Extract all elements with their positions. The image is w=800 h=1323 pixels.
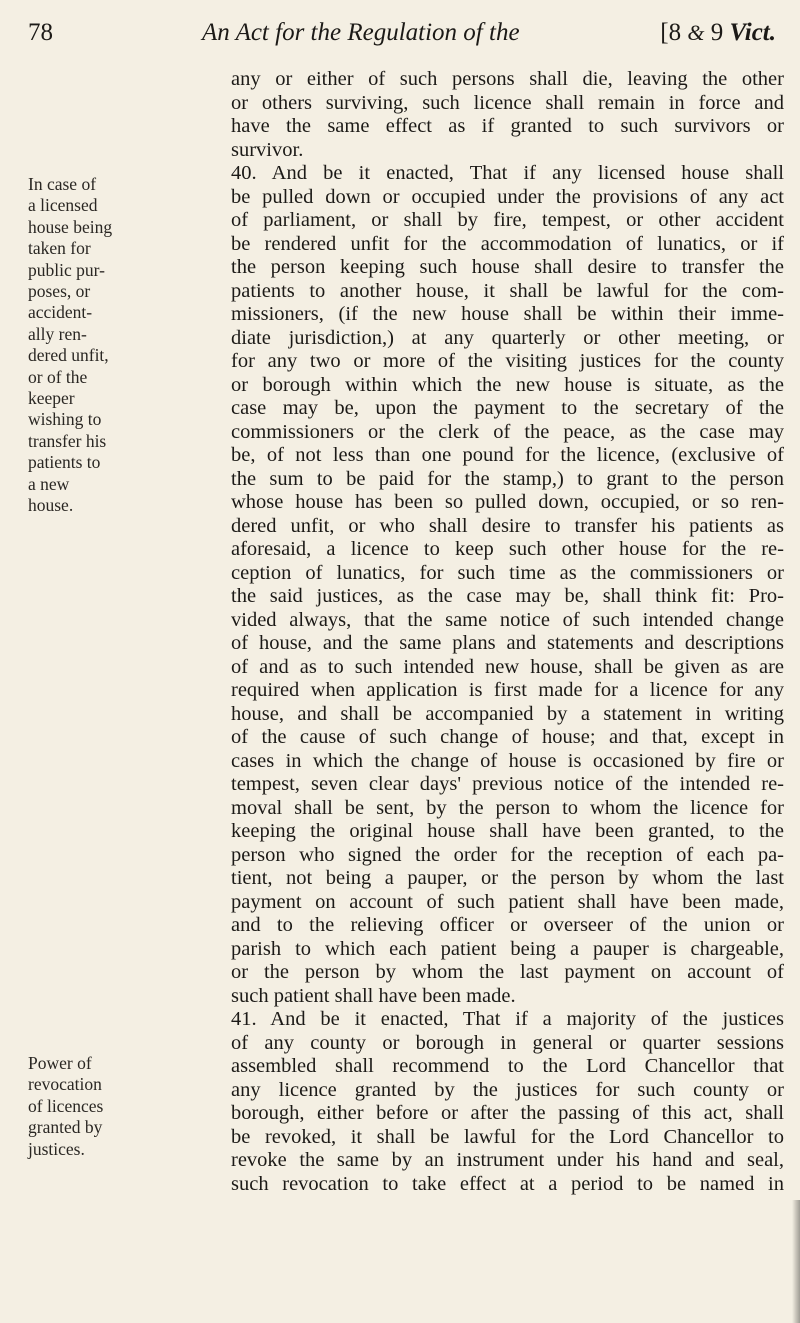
- body-line: of any county or borough in general or quarter sessions: [231, 1031, 784, 1054]
- running-title: An Act for the Regulation of the: [202, 19, 520, 46]
- body-line: ception of lunatics, for such time as the commissioners or: [231, 561, 784, 584]
- body-line: and to the relieving officer or overseer of the union or: [231, 914, 784, 936]
- body-line: for any two or more of the visiting justices for the county: [231, 350, 784, 372]
- page-number: 78: [28, 19, 53, 46]
- section-41-start: 41. And be it enacted, That if a majority of the justices: [231, 1008, 784, 1030]
- margin-note-section-40: [28, 174, 218, 517]
- margin-note-line: a licensed: [28, 195, 98, 216]
- main-text: [231, 68, 784, 1196]
- body-line: the said justices, as the case may be, shall think fit: Pro-: [231, 585, 784, 607]
- body-line: or others surviving, such licence shall remain in force and: [231, 91, 784, 114]
- body-line: dered unfit, or who shall desire to transfer his patients as: [231, 514, 784, 537]
- margin-note-line: a new: [28, 473, 70, 494]
- regnal-vict: Vict.: [729, 19, 776, 46]
- body-line: cases in which the change of house is occasioned by fire or: [231, 749, 784, 772]
- body-line: parish to which each patient being a pauper is chargeable,: [231, 937, 784, 960]
- body-line: be pulled down or occupied under the provisions of any act: [231, 185, 784, 208]
- body-line: whose house has been so pulled down, occupied, or so ren-: [231, 491, 784, 513]
- margin-note-line: justices.: [28, 1138, 85, 1159]
- margin-note-line: poses, or: [28, 281, 91, 302]
- regnal-ampersand: &: [687, 20, 705, 45]
- body-line: survivor.: [231, 138, 304, 161]
- margin-note-line: or of the: [28, 366, 88, 387]
- body-line: diate jurisdiction,) at any quarterly or other meeting, or: [231, 326, 784, 349]
- margin-note-line: granted by: [28, 1117, 103, 1138]
- body-line: missioners, (if the new house shall be within their imme-: [231, 303, 784, 325]
- margin-note-line: In case of: [28, 174, 97, 194]
- body-line: the person keeping such house shall desire to transfer the: [231, 256, 784, 278]
- body-line: aforesaid, a licence to keep such other house for the re-: [231, 538, 784, 560]
- body-line: be, of not less than one pound for the licence, (exclusive of: [231, 444, 784, 466]
- body-line: revoke the same by an instrument under his hand and seal,: [231, 1149, 784, 1171]
- margin-note-line: transfer his: [28, 430, 107, 451]
- section-40-start: 40. And be it enacted, That if any licensed house shall: [231, 162, 784, 184]
- margin-note-line: accident-: [28, 302, 93, 323]
- body-line: such patient shall have been made.: [231, 984, 516, 1007]
- body-line: any or either of such persons shall die, leaving the other: [231, 68, 784, 90]
- body-line: the sum to be paid for the stamp,) to grant to the person: [231, 467, 784, 490]
- margin-note-line: ally ren-: [28, 323, 87, 344]
- body-line: moval shall be sent, by the person to whom the licence for: [231, 796, 784, 819]
- body-line: such revocation to take effect at a period to be named in: [231, 1172, 784, 1195]
- margin-note-line: dered unfit,: [28, 345, 109, 366]
- body-line: have the same effect as if granted to such survivors or: [231, 115, 784, 137]
- body-line: vided always, that the same notice of such intended change: [231, 608, 784, 631]
- margin-note-line: public pur-: [28, 259, 105, 280]
- body-line: or borough within which the new house is situate, as the: [231, 373, 784, 396]
- regnal-year: [660, 18, 776, 48]
- body-line: person who signed the order for the reception of each pa-: [231, 843, 784, 866]
- body-line: of house, and the same plans and statements and descriptions: [231, 632, 784, 654]
- body-line: of the cause of such change of house; and that, except in: [231, 726, 784, 748]
- margin-note-line: house.: [28, 495, 74, 516]
- margin-note-line: Power of: [28, 1053, 92, 1073]
- body-line: keeping the original house shall have been granted, to the: [231, 820, 784, 842]
- body-line: any licence granted by the justices for such county or: [231, 1078, 784, 1101]
- body-line: payment on account of such patient shall have been made,: [231, 890, 784, 913]
- body-line: patients to another house, it shall be lawful for the com-: [231, 279, 784, 302]
- regnal-nine: 9: [710, 19, 724, 46]
- margin-note-line: taken for: [28, 238, 91, 259]
- margin-note-line: revocation: [28, 1074, 102, 1095]
- body-line: of parliament, or shall by fire, tempest, or other accident: [231, 209, 784, 231]
- body-line: commissioners or the clerk of the peace, as the case may: [231, 420, 784, 443]
- body-line: be rendered unfit for the accommodation of lunatics, or if: [231, 232, 784, 255]
- margin-note-section-41: [28, 1053, 218, 1160]
- body-line: of and as to such intended new house, shall be given as are: [231, 655, 784, 678]
- body-line: house, and shall be accompanied by a statement in writing: [231, 702, 784, 725]
- body-line: required when application is first made for a licence for any: [231, 679, 784, 701]
- body-line: case may be, upon the payment to the secretary of the: [231, 397, 784, 419]
- body-line: tempest, seven clear days' previous notice of the intended re-: [231, 773, 784, 795]
- regnal-open: [8: [660, 19, 682, 46]
- margin-note-line: house being: [28, 216, 113, 237]
- margin-note-line: of licences: [28, 1095, 104, 1116]
- body-line: tient, not being a pauper, or the person by whom the last: [231, 867, 784, 889]
- margin-note-line: wishing to: [28, 409, 102, 430]
- running-head: [202, 18, 782, 48]
- page-edge-shadow: [792, 1200, 800, 1323]
- body-line: or the person by whom the last payment on account of: [231, 961, 784, 983]
- body-line: be revoked, it shall be lawful for the Lord Chancellor to: [231, 1125, 784, 1148]
- body-line: assembled shall recommend to the Lord Chancellor that: [231, 1055, 784, 1077]
- body-line: borough, either before or after the passing of this act, shall: [231, 1102, 784, 1124]
- margin-note-line: keeper: [28, 388, 75, 409]
- margin-note-line: patients to: [28, 452, 101, 473]
